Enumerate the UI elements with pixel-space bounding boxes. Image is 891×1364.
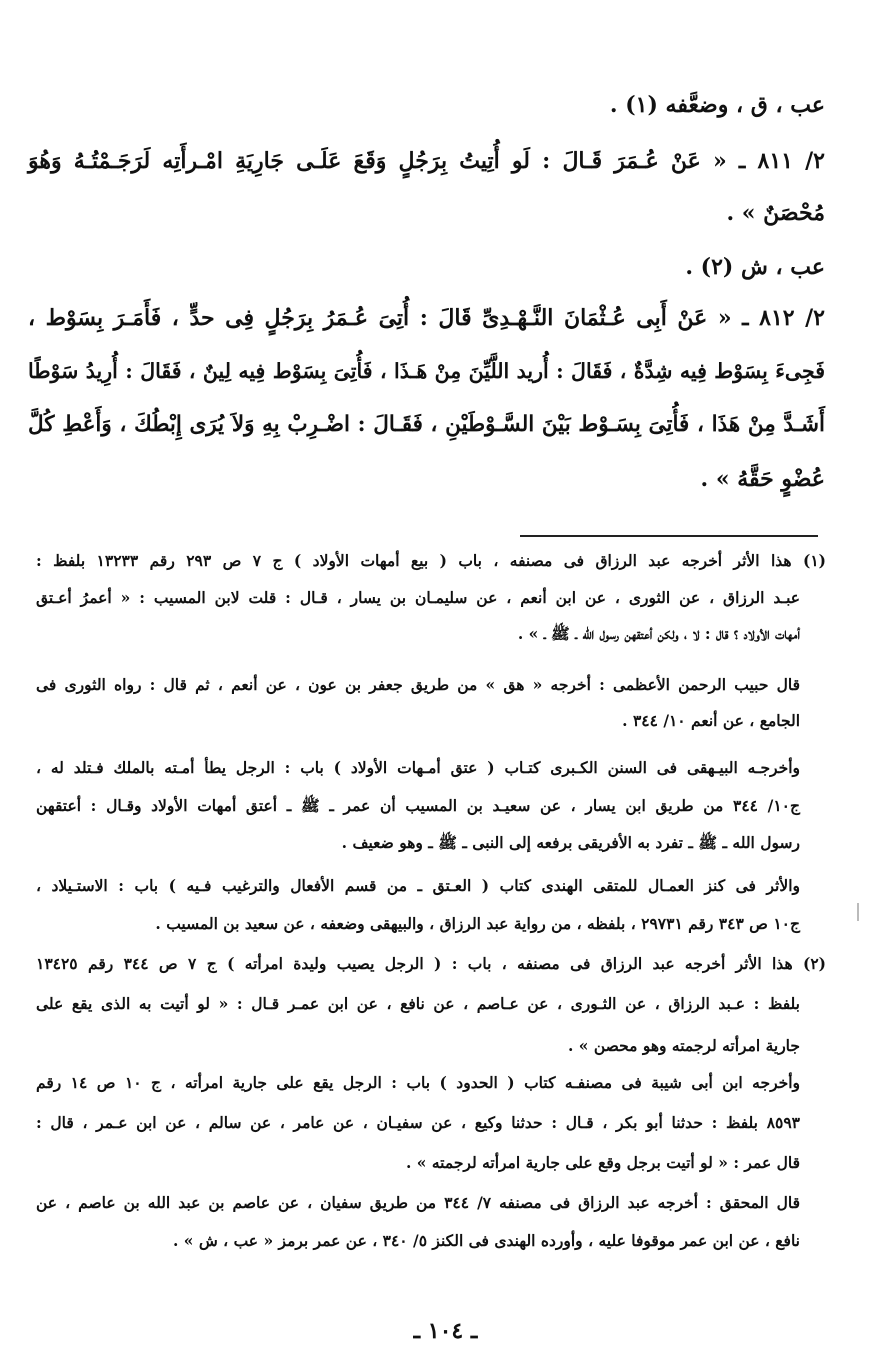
main-line-2: ٢/ ٨١١ ـ « عَنْ عُـمَرَ قَـالَ : لَو أُتِيتُ بِرَجُلٍ وَقَعَ عَلَـى جَارِيَةِ امْـرأَتِه لَرَجَـمْتُـهُ وَهُوَ [28, 148, 825, 174]
footnote-line-15: ٨٥٩٣ بلفظ : حدثنا أبو بكر ، قـال : حدثنا وكيع ، عن سفيـان ، عن عامر ، عن سالم ، عن ابن عـمر ، قال : [36, 1113, 800, 1132]
footnote-line-14: وأخرجه ابن أبى شيبة فى مصنفـه كتاب ( الحدود ) باب : الرجل يقع على جارية امرأته ، ج ١٠ ص ١٤ رقم [36, 1073, 800, 1092]
footnote-line-1: (١) هذا الأثر أخرجه عبد الرزاق فى مصنفه ، باب ( بيع أمهات الأولاد ) ج ٧ ص ٢٩٣ رقم ١٣٢٣٣ بلفظ : [36, 551, 826, 570]
footnote-line-2: عبـد الرزاق ، عن الثورى ، عن ابن أنعم ، عن سليمـان بن يسار ، قـال : قلت لابن المسيب : « أعمرُ أعـتق [36, 588, 800, 607]
footnote-line-10: ج١٠ ص ٣٤٣ رقم ٢٩٧٣١ ، بلفظه ، من رواية عبد الرزاق ، والبيهقى وضعفه ، عن سعيد بن المسيب . [155, 914, 800, 933]
footnote-line-12: بلفظ : عـبد الرزاق ، عن الثـورى ، عن عـاصم ، عن نافع ، عن ابن عمـر قـال : « لو أتيت به الذى يقع على [36, 994, 800, 1013]
footnote-line-17: قال المحقق : أخرجه عبد الرزاق فى مصنفه ٧/ ٣٤٤ من طريق سفيان ، عن عاصم بن عبد الله بن عاصم ، عن [36, 1193, 801, 1212]
footnote-line-9: والأثر فى كنز العمـال للمتقى الهندى كتاب ( العـتق ـ من قسم الأفعال والترغيب فـيه ) باب : الاستـيلاد ، [36, 876, 800, 895]
footnote-line-7: ج١٠/ ٣٤٤ من طريق ابن يسار ، عن سعيـد بن المسيب أن عمر ـ ﷺ ـ أعتق أمهات الأولاد وقـال : أعتقهن [36, 796, 800, 815]
footnote-line-18: نافع ، عن ابن عمر موقوفا عليه ، وأورده الهندى فى الكنز ٥/ ٣٤٠ ، عن عمر برمز « عب ، ش » . [172, 1231, 800, 1250]
footnote-line-3: أمهات الأولاد ؟ قال : لا ، ولكن أعتقهن رسول الله ـ ﷺ ـ » . [517, 624, 800, 643]
main-line-4: عب ، ش (٢) . [685, 254, 825, 280]
footnote-line-4: قال حبيب الرحمن الأعظمى : أخرجه « هق » من طريق جعفر بن عون ، عن أنعم ، ثم قال : رواه الثورى فى [36, 675, 800, 694]
main-line-1: عب ، ق ، وضعَّفه (١) . [609, 92, 825, 118]
margin-mark [857, 903, 859, 921]
footnote-line-16: قال عمر : « لو أتيت برجل وقع على جارية امرأته لرجمته » . [406, 1153, 800, 1172]
main-line-3: مُحْصَنٌ » . [726, 200, 825, 226]
footnote-line-6: وأخرجـه البيـهقى فى السنن الكـبرى كتـاب ( عتق أمـهات الأولاد ) باب : الرجل يطأ أمـته بالملك فـتلد له ، [36, 758, 800, 777]
main-line-8: عُضْوٍ حَقَّهُ » . [700, 466, 825, 492]
footnote-line-5: الجامع ، عن أنعم ١٠/ ٣٤٤ . [622, 711, 800, 730]
page-number: ـ ١٠٤ ـ [413, 1318, 478, 1344]
footnote-line-13: جارية امرأته لرجمته وهو محصن » . [568, 1036, 800, 1055]
footnote-line-8: رسول الله ـ ﷺ ـ تفرد به الأفريقى برفعه إلى النبى ـ ﷺ ـ وهو ضعيف . [341, 833, 800, 852]
main-line-6: فَجِىءَ بِسَوْط فِيه شِدَّةٌ ، فَقَالَ : أُريد اللَّيِّنَ مِنْ هَـذَا ، فَأُتِىَ بِسَوْط فِيه لِينٌ ، فَقَالَ : أُرِيدُ سَوْطًا [28, 359, 825, 383]
footnote-separator [520, 535, 818, 537]
main-line-5: ٢/ ٨١٢ ـ « عَنْ أَبِى عُـثْمَانَ النَّـهْـدِىِّ قَالَ : أُتِىَ عُـمَرُ بِرَجُلٍ فِى حدٍّ ، فَأَمَـرَ بِسَوْط ، [28, 305, 825, 331]
footnote-line-11: (٢) هذا الأثر أخرجه عبد الرزاق فى مصنفه ، باب : ( الرجل يصيب وليدة امرأته ) ج ٧ ص ٣٤٤ رقم ١٣٤٢٥ [36, 954, 826, 973]
main-line-7: أَشَـدَّ مِنْ هَذَا ، فَأُتِىَ بِسَـوْط بَيْنَ السَّـوْطَيْنِ ، فَقَـالَ : اضْـرِبْ بِهِ وَلاَ يُرَى إِبْطُكَ ، وَأَعْطِ كُلَّ [28, 412, 825, 437]
